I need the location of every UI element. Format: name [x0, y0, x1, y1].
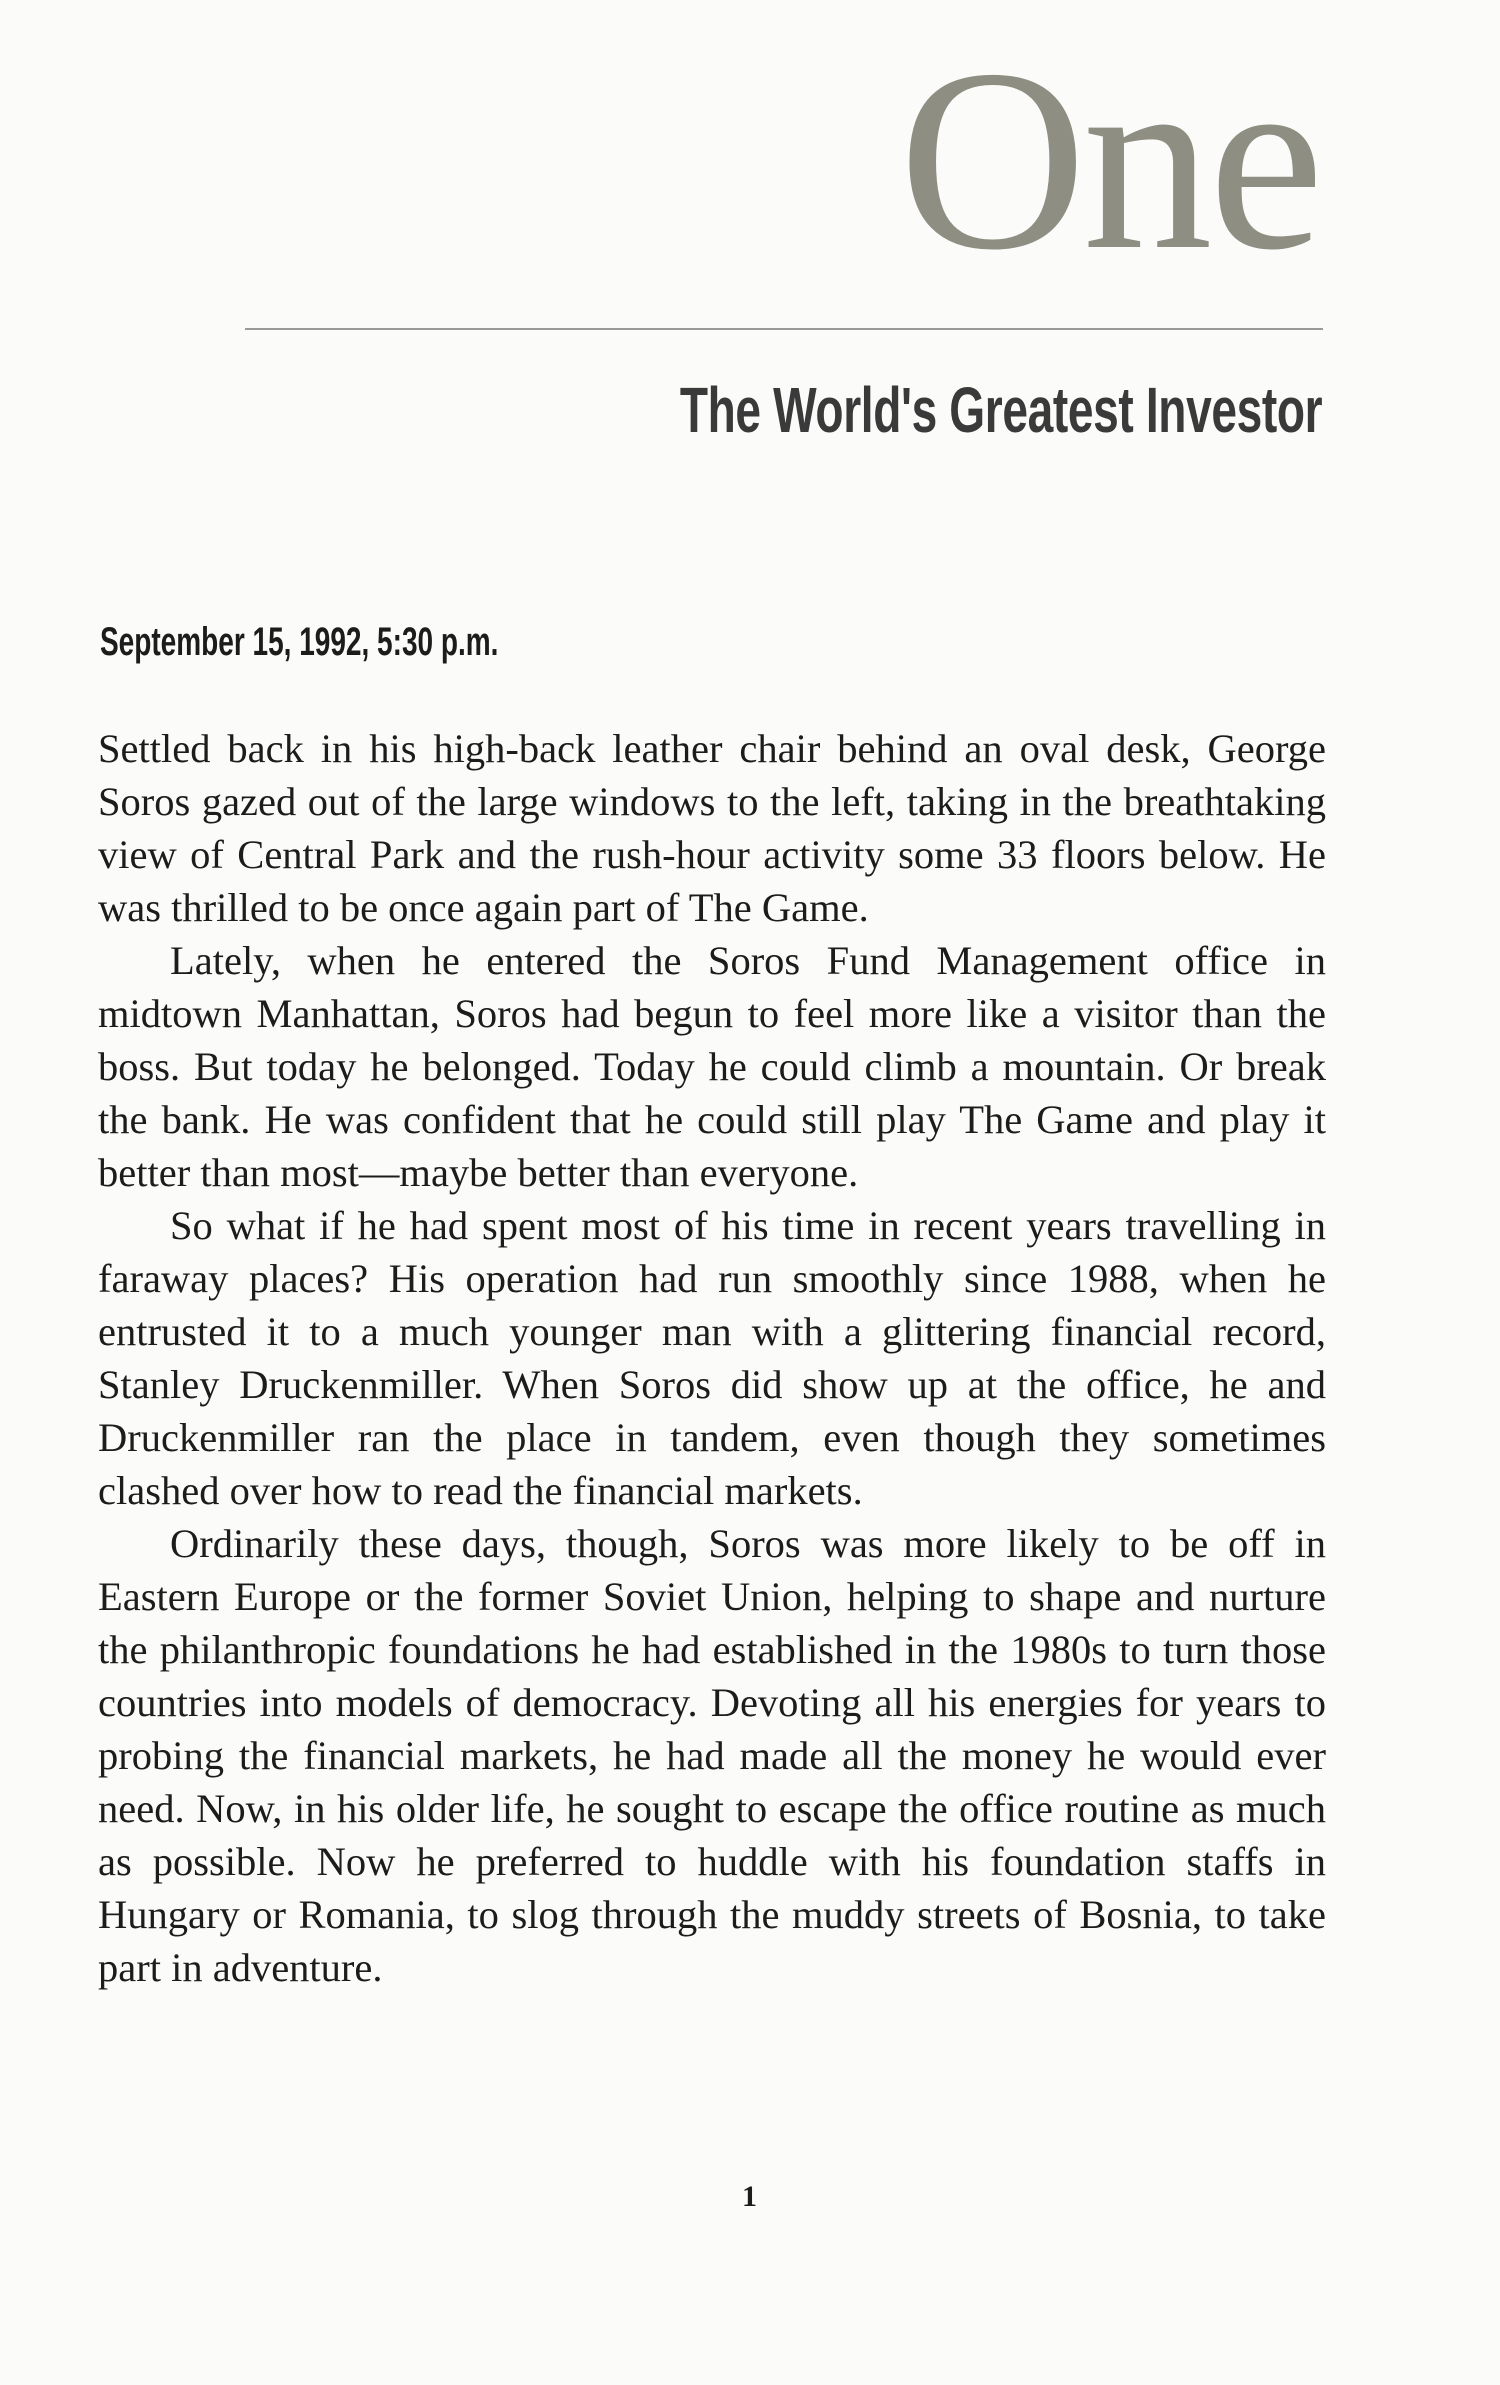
paragraph: Lately, when he entered the Soros Fund Management office in midtown Manhattan, Soros had begun to feel more like a visitor than the boss. But today he belonged. Today he could climb a mountain. Or break the bank. He was confident that he could still play The Game and play it better than most—maybe better than everyone. — [98, 938, 1326, 1195]
chapter-divider-rule — [245, 328, 1323, 330]
page-number: 1 — [742, 2180, 758, 2213]
chapter-number: One — [898, 16, 1320, 304]
body-text — [98, 722, 1326, 1994]
paragraph: So what if he had spent most of his time in recent years travelling in faraway places? His operation had run smoothly since 1988, when he entrusted it to a much younger man with a glittering financial record, Stanley Druckenmiller. When Soros did show up at the office, he and Druckenmiller ran the place in tandem, even though they sometimes clashed over how to read the financial markets. — [98, 1203, 1326, 1513]
section-heading: September 15, 1992, 5:30 p.m. — [100, 620, 499, 664]
paragraph: Ordinarily these days, though, Soros was more likely to be off in Eastern Europe or the former Soviet Union, helping to shape and nurture the philanthropic foundations he had established in the 1980s to turn those countries into models of democracy. Devoting all his energies for years to probing the financial markets, he had made all the money he would ever need. Now, in his older life, he sought to escape the office routine as much as possible. Now he preferred to huddle with his foundation staffs in Hungary or Romania, to slog through the muddy streets of Bosnia, to take part in adventure. — [98, 1521, 1326, 1990]
chapter-title: The World's Greatest Investor — [679, 374, 1322, 446]
paragraph: Settled back in his high-back leather chair behind an oval desk, George Soros gazed out of the large windows to the left, taking in the breathtaking view of Central Park and the rush-hour activity some 33 floors below. He was thrilled to be once again part of The Game. — [98, 726, 1326, 930]
